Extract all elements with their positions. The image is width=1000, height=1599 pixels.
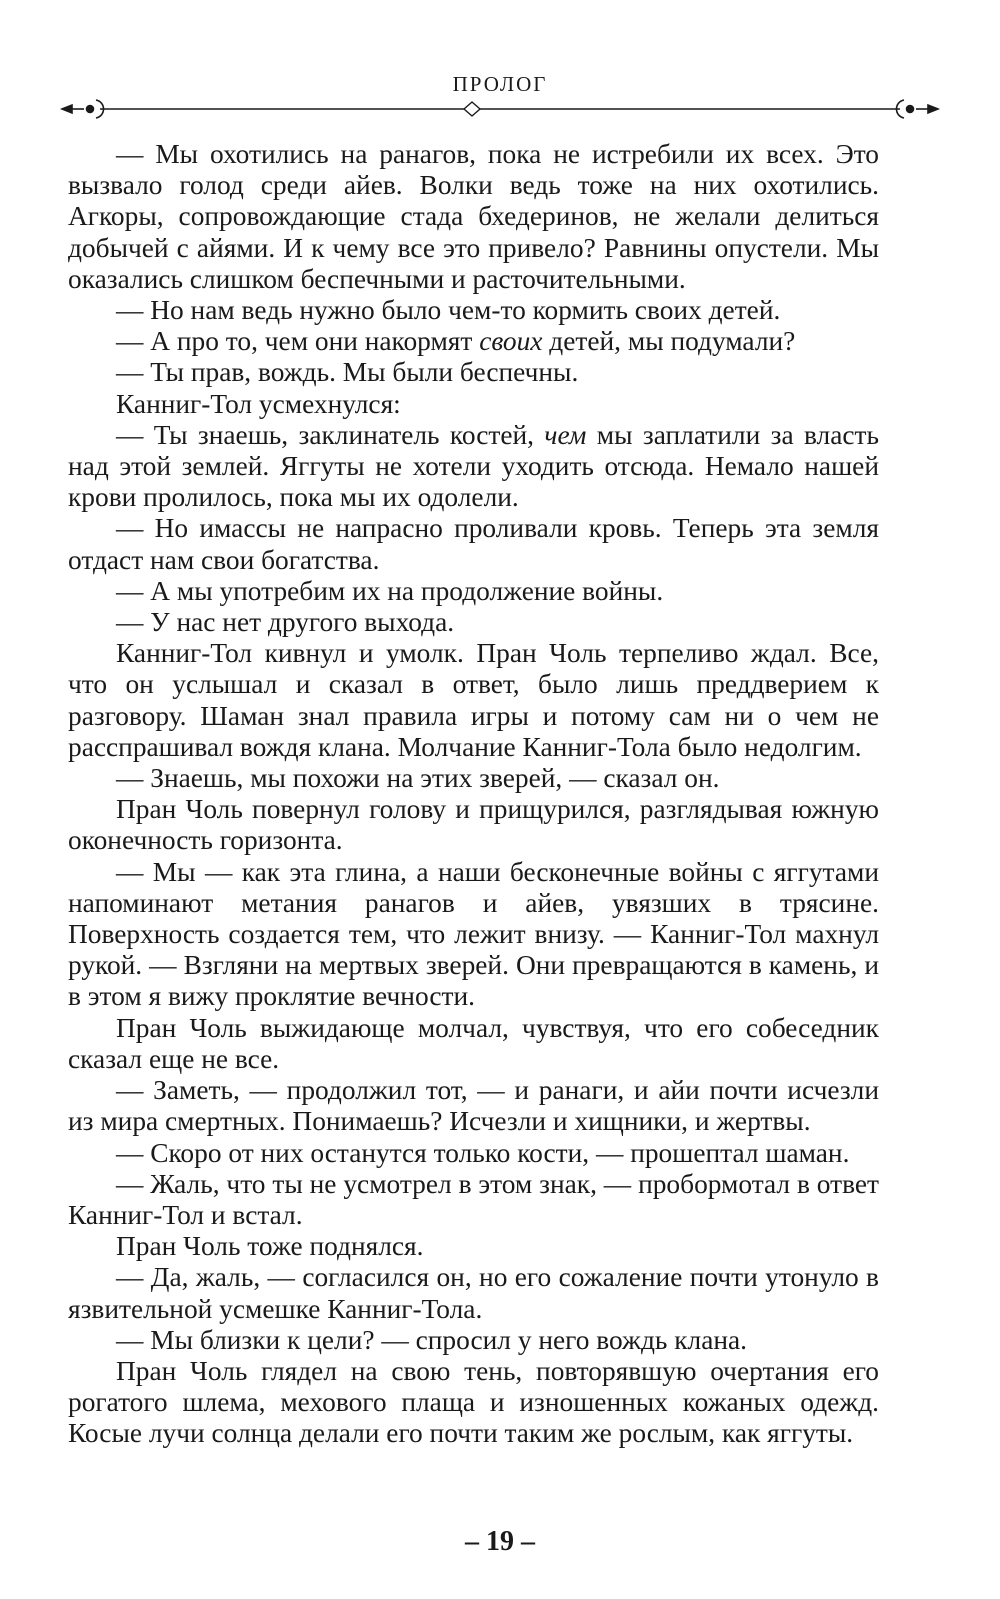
header-ornament-rule bbox=[60, 96, 940, 122]
paragraph-1: — Мы охотились на ранагов, пока не истребили их всех. Это вызвало голод среди айев. Волки ведь тоже на них охотились. Агкоры, сопровождающие стада бхедеринов, не желали делиться добычей с айями. И к чему все это привело? Равнины опустели. Мы оказались слишком беспечными и расточительными. bbox=[68, 139, 879, 294]
paragraph-21: Пран Чоль глядел на свою тень, повторявшую очертания его рогатого шлема, мехового плаща и изношенных кожаных одежд. Косые лучи солнца делали его почти таким же рослым, как яггуты. bbox=[68, 1355, 879, 1449]
paragraph-4: — Ты прав, вождь. Мы были беспечны. bbox=[116, 357, 579, 388]
paragraph-19: — Да, жаль, — согласился он, но его сожаление почти утонуло в язвительной усмешке Канниг-Тола. bbox=[68, 1262, 879, 1324]
page-number: – 19 – bbox=[465, 1526, 535, 1557]
paragraph-5: Канниг-Тол усмехнулся: bbox=[116, 388, 401, 419]
paragraph-11: — Знаешь, мы похожи на этих зверей, — сказал он. bbox=[116, 763, 720, 794]
paragraph-6-part-a: — Ты знаешь, заклинатель костей, bbox=[116, 419, 545, 450]
paragraph-12: Пран Чоль повернул голову и прищурился, разглядывая южную оконечность горизонта. bbox=[68, 794, 879, 856]
left-flourish-icon bbox=[62, 100, 104, 118]
paragraph-8: — А мы употребим их на продолжение войны. bbox=[116, 575, 664, 606]
paragraph-3-emphasis: своих bbox=[479, 326, 543, 357]
paragraph-20: — Мы близки к цели? — спросил у него вождь клана. bbox=[116, 1324, 748, 1355]
paragraph-7: — Но имассы не напрасно проливали кровь. Теперь эта земля отдаст нам свои богатства. bbox=[68, 513, 879, 575]
paragraph-18: Пран Чоль тоже поднялся. bbox=[116, 1231, 424, 1262]
paragraph-9: — У нас нет другого выхода. bbox=[116, 607, 455, 638]
paragraph-10: Канниг-Тол кивнул и умолк. Пран Чоль терпеливо ждал. Все, что он услышал и сказал в ответ, было лишь преддверием к разговору. Шаман знал правила игры и потому сам ни о чем не расспрашивал вождя клана. Молчание Канниг-Тола было недолгим. bbox=[68, 638, 879, 762]
paragraph-3-part-a: — А про то, чем они накормят bbox=[116, 326, 480, 357]
paragraph-14: Пран Чоль выжидающе молчал, чувствуя, что его собеседник сказал еще не все. bbox=[68, 1012, 879, 1074]
paragraph-2: — Но нам ведь нужно было чем-то кормить своих детей. bbox=[116, 295, 781, 326]
paragraph-13: — Мы — как эта глина, а наши бесконечные войны с яггутами напоминают метания ранагов и айев, увязших в трясине. Поверхность создается тем, что лежит внизу. — Канниг-Тол махнул рукой. — Взгляни на мертвых зверей. Они превращаются в камень, и в этом я вижу проклятие вечности. bbox=[68, 856, 879, 1012]
paragraph-3 bbox=[68, 326, 879, 357]
paragraph-6-emphasis: чем bbox=[544, 419, 587, 450]
paragraph-3-part-b: детей, мы подумали? bbox=[542, 326, 796, 357]
right-flourish-icon bbox=[897, 100, 939, 118]
running-head: ПРОЛОГ bbox=[452, 72, 548, 96]
paragraph-17: — Жаль, что ты не усмотрел в этом знак, — пробормотал в ответ Канниг-Тол и встал. bbox=[68, 1168, 879, 1230]
paragraph-15: — Заметь, — продолжил тот, — и ранаги, и айи почти исчезли из мира смертных. Понимаешь? Исчезли и хищники, и жертвы. bbox=[68, 1075, 879, 1137]
paragraph-6-part-b: мы заплатили за власть над этой землей. Яггуты не хотели уходить отсюда. Немало нашей крови пролилось, пока мы их одолели. bbox=[68, 419, 879, 513]
center-diamond-icon bbox=[464, 102, 480, 116]
paragraph-6 bbox=[68, 420, 879, 514]
paragraph-16: — Скоро от них останутся только кости, — прошептал шаман. bbox=[116, 1137, 850, 1168]
body-text bbox=[68, 139, 879, 1450]
